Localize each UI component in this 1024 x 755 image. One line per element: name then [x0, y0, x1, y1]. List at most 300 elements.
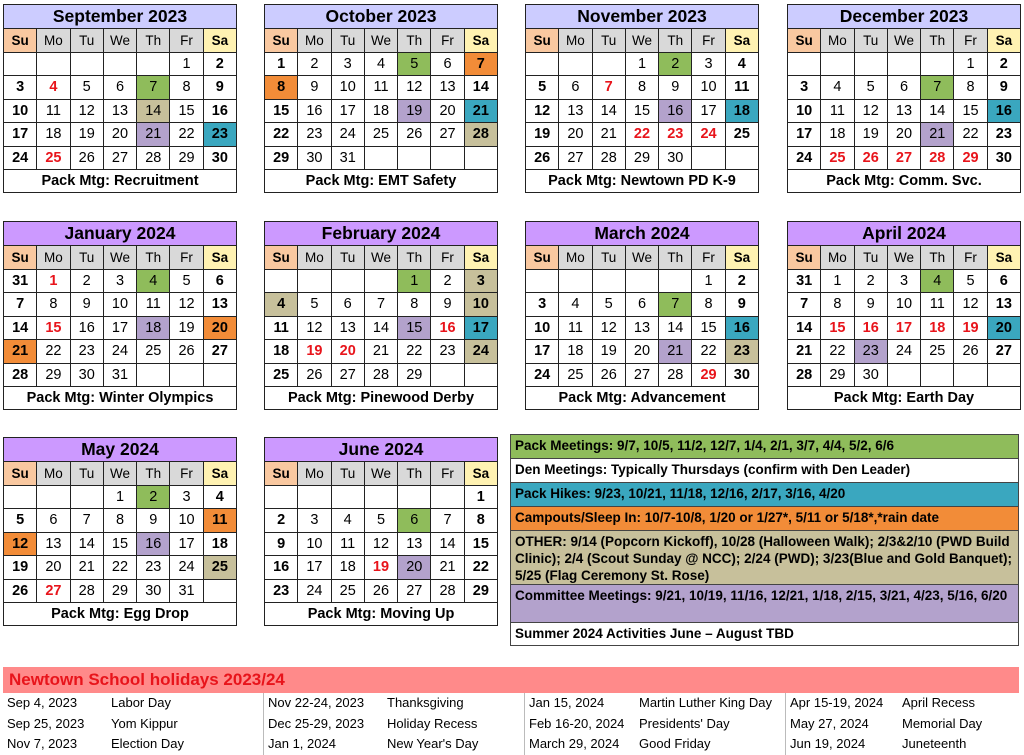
day-cell: 7 [659, 293, 692, 317]
holiday-row [268, 734, 478, 755]
day-cell: 13 [559, 99, 592, 123]
day-cell: 19 [170, 316, 203, 340]
day-cell: 1 [692, 269, 725, 293]
day-cell: 18 [559, 340, 592, 364]
day-cell: 6 [987, 269, 1020, 293]
day-cell: 24 [464, 340, 497, 364]
month-title: April 2024 [788, 222, 1021, 246]
empty-day-cell [987, 363, 1020, 387]
weekday-header: Th [137, 29, 170, 53]
empty-day-cell [4, 485, 37, 509]
day-cell: 20 [987, 316, 1020, 340]
empty-day-cell [265, 485, 298, 509]
day-cell: 27 [431, 123, 464, 147]
holiday-date: Jan 1, 2024 [268, 736, 336, 751]
holiday-row [529, 693, 772, 714]
day-cell: 8 [398, 293, 431, 317]
day-cell: 7 [4, 293, 37, 317]
day-cell: 9 [265, 532, 298, 556]
day-cell: 26 [170, 340, 203, 364]
day-cell: 27 [625, 363, 658, 387]
month-title: March 2024 [526, 222, 759, 246]
day-cell: 26 [592, 363, 625, 387]
holiday-date: Sep 25, 2023 [7, 715, 85, 731]
weekday-header: Fr [692, 29, 725, 53]
holiday-row [790, 693, 982, 714]
day-cell: 19 [398, 99, 431, 123]
empty-day-cell [431, 485, 464, 509]
day-cell: 23 [203, 123, 236, 147]
day-cell: 8 [821, 293, 854, 317]
day-cell: 16 [431, 316, 464, 340]
weekday-header: Mo [559, 246, 592, 270]
pack-meeting-topic: Pack Mtg: Newtown PD K-9 [526, 170, 759, 193]
empty-day-cell [364, 269, 397, 293]
legend-pack-meetings: Pack Meetings: 9/7, 10/5, 11/2, 12/7, 1/4, 2/1, 3/7, 4/4, 5/2, 6/6 [510, 434, 1019, 458]
day-cell: 6 [625, 293, 658, 317]
holidays-title: Newtown School holidays 2023/24 [3, 667, 1019, 693]
day-cell: 3 [887, 269, 920, 293]
month-title: May 2024 [4, 438, 237, 462]
day-cell: 21 [4, 340, 37, 364]
day-cell: 11 [921, 293, 954, 317]
day-cell: 9 [298, 76, 331, 100]
weekday-header: Th [921, 246, 954, 270]
month-calendar [787, 4, 1021, 193]
day-cell: 23 [987, 123, 1020, 147]
day-cell: 27 [887, 146, 920, 170]
day-cell: 28 [70, 579, 103, 603]
weekday-header: We [625, 246, 658, 270]
day-cell: 29 [464, 579, 497, 603]
weekday-header: Fr [170, 462, 203, 486]
day-cell: 7 [137, 76, 170, 100]
pack-meeting-topic: Pack Mtg: Recruitment [4, 170, 237, 193]
day-cell: 18 [921, 316, 954, 340]
day-cell: 26 [526, 146, 559, 170]
day-cell: 12 [398, 76, 431, 100]
day-cell: 29 [37, 363, 70, 387]
day-cell: 18 [265, 340, 298, 364]
weekday-header: Sa [203, 246, 236, 270]
day-cell: 29 [625, 146, 658, 170]
empty-day-cell [398, 146, 431, 170]
day-cell: 5 [170, 269, 203, 293]
day-cell: 3 [464, 269, 497, 293]
day-cell: 6 [559, 76, 592, 100]
day-cell: 24 [103, 340, 136, 364]
empty-day-cell [203, 579, 236, 603]
day-cell: 15 [821, 316, 854, 340]
day-cell: 16 [987, 99, 1020, 123]
day-cell: 3 [331, 52, 364, 76]
day-cell: 5 [364, 509, 397, 533]
legend-other: OTHER: 9/14 (Popcorn Kickoff), 10/28 (Halloween Walk); 2/3&2/10 (PWD Build Clinic); 2/4 (Scout Sunday @ NCC); 2/24 (PWD); 3/23(Blue and Gold Banquet); 5/25 (Flag Ceremony St. Rose) [510, 530, 1019, 584]
legend [510, 434, 1019, 646]
day-cell: 4 [203, 485, 236, 509]
column-divider [785, 693, 786, 755]
empty-day-cell [331, 269, 364, 293]
weekday-header: Tu [70, 246, 103, 270]
day-cell: 2 [659, 52, 692, 76]
day-cell: 1 [37, 269, 70, 293]
weekday-header: Mo [37, 246, 70, 270]
day-cell: 22 [398, 340, 431, 364]
day-cell: 10 [170, 509, 203, 533]
day-cell: 11 [137, 293, 170, 317]
day-cell: 30 [725, 363, 758, 387]
month-title: September 2023 [4, 5, 237, 29]
day-cell: 19 [298, 340, 331, 364]
day-cell: 23 [854, 340, 887, 364]
month-title: December 2023 [788, 5, 1021, 29]
month-calendar [264, 437, 498, 626]
day-cell: 17 [692, 99, 725, 123]
day-cell: 20 [203, 316, 236, 340]
day-cell: 12 [4, 532, 37, 556]
day-cell: 24 [788, 146, 821, 170]
empty-day-cell [954, 363, 987, 387]
day-cell: 3 [4, 76, 37, 100]
weekday-header: Tu [592, 29, 625, 53]
empty-day-cell [821, 52, 854, 76]
day-cell: 17 [464, 316, 497, 340]
empty-day-cell [137, 363, 170, 387]
day-cell: 21 [921, 123, 954, 147]
day-cell: 17 [298, 556, 331, 580]
day-cell: 13 [625, 316, 658, 340]
day-cell: 12 [526, 99, 559, 123]
day-cell: 23 [725, 340, 758, 364]
empty-day-cell [331, 485, 364, 509]
school-holidays [3, 667, 1019, 755]
day-cell: 25 [821, 146, 854, 170]
weekday-header: Su [265, 29, 298, 53]
day-cell: 15 [464, 532, 497, 556]
holiday-date: Sep 4, 2023 [7, 695, 78, 710]
day-cell: 3 [788, 76, 821, 100]
day-cell: 8 [170, 76, 203, 100]
day-cell: 1 [464, 485, 497, 509]
day-cell: 11 [37, 99, 70, 123]
day-cell: 7 [592, 76, 625, 100]
pack-meeting-topic: Pack Mtg: Advancement [526, 387, 759, 410]
holiday-row [790, 714, 982, 735]
empty-day-cell [298, 269, 331, 293]
weekday-header: Su [265, 462, 298, 486]
day-cell: 1 [821, 269, 854, 293]
weekday-header: Tu [70, 462, 103, 486]
weekday-header: Tu [331, 462, 364, 486]
day-cell: 16 [203, 99, 236, 123]
day-cell: 27 [987, 340, 1020, 364]
day-cell: 20 [103, 123, 136, 147]
day-cell: 12 [954, 293, 987, 317]
day-cell: 11 [559, 316, 592, 340]
weekday-header: Fr [170, 29, 203, 53]
pack-meeting-topic: Pack Mtg: Winter Olympics [4, 387, 237, 410]
empty-day-cell [921, 363, 954, 387]
day-cell: 9 [725, 293, 758, 317]
weekday-header: Th [659, 29, 692, 53]
day-cell: 28 [592, 146, 625, 170]
empty-day-cell [70, 52, 103, 76]
day-cell: 26 [70, 146, 103, 170]
day-cell: 13 [431, 76, 464, 100]
weekday-header: Fr [692, 246, 725, 270]
pack-meeting-topic: Pack Mtg: Moving Up [265, 603, 498, 626]
holiday-row [7, 714, 184, 735]
day-cell: 23 [70, 340, 103, 364]
day-cell: 3 [298, 509, 331, 533]
day-cell: 3 [170, 485, 203, 509]
day-cell: 14 [137, 99, 170, 123]
day-cell: 13 [103, 99, 136, 123]
day-cell: 16 [854, 316, 887, 340]
day-cell: 2 [987, 52, 1020, 76]
legend-den-meetings: Den Meetings: Typically Thursdays (confirm with Den Leader) [510, 458, 1019, 482]
day-cell: 25 [921, 340, 954, 364]
weekday-header: Su [4, 29, 37, 53]
weekday-header: Fr [954, 29, 987, 53]
weekday-header: Tu [331, 29, 364, 53]
day-cell: 7 [788, 293, 821, 317]
day-cell: 4 [37, 76, 70, 100]
day-cell: 12 [854, 99, 887, 123]
empty-day-cell [137, 52, 170, 76]
day-cell: 4 [364, 52, 397, 76]
day-cell: 12 [70, 99, 103, 123]
day-cell: 7 [921, 76, 954, 100]
weekday-header: Sa [987, 29, 1020, 53]
day-cell: 6 [103, 76, 136, 100]
day-cell: 27 [559, 146, 592, 170]
empty-day-cell [526, 269, 559, 293]
day-cell: 10 [692, 76, 725, 100]
day-cell: 28 [364, 363, 397, 387]
day-cell: 8 [265, 76, 298, 100]
weekday-header: We [364, 29, 397, 53]
empty-day-cell [625, 269, 658, 293]
day-cell: 21 [137, 123, 170, 147]
day-cell: 15 [37, 316, 70, 340]
day-cell: 23 [265, 579, 298, 603]
day-cell: 26 [4, 579, 37, 603]
weekday-header: Su [526, 246, 559, 270]
day-cell: 28 [431, 579, 464, 603]
day-cell: 27 [398, 579, 431, 603]
day-cell: 30 [298, 146, 331, 170]
pack-meeting-topic: Pack Mtg: Earth Day [788, 387, 1021, 410]
holiday-row [529, 734, 772, 755]
day-cell: 17 [788, 123, 821, 147]
day-cell: 24 [526, 363, 559, 387]
day-cell: 17 [4, 123, 37, 147]
weekday-header: Su [4, 462, 37, 486]
weekday-header: Tu [854, 246, 887, 270]
day-cell: 6 [203, 269, 236, 293]
day-cell: 1 [170, 52, 203, 76]
holiday-row [529, 714, 772, 735]
day-cell: 12 [170, 293, 203, 317]
empty-day-cell [4, 52, 37, 76]
day-cell: 9 [137, 509, 170, 533]
day-cell: 12 [364, 532, 397, 556]
day-cell: 17 [170, 532, 203, 556]
pack-meeting-topic: Pack Mtg: Comm. Svc. [788, 170, 1021, 193]
day-cell: 31 [4, 269, 37, 293]
day-cell: 29 [821, 363, 854, 387]
empty-day-cell [398, 485, 431, 509]
day-cell: 8 [954, 76, 987, 100]
day-cell: 8 [464, 509, 497, 533]
day-cell: 10 [464, 293, 497, 317]
day-cell: 29 [954, 146, 987, 170]
empty-day-cell [725, 146, 758, 170]
column-divider [263, 693, 264, 755]
weekday-header: Tu [331, 246, 364, 270]
legend-pack-hikes: Pack Hikes: 9/23, 10/21, 11/18, 12/16, 2/17, 3/16, 4/20 [510, 482, 1019, 506]
day-cell: 31 [331, 146, 364, 170]
day-cell: 11 [725, 76, 758, 100]
pack-meeting-topic: Pack Mtg: Egg Drop [4, 603, 237, 626]
day-cell: 3 [526, 293, 559, 317]
day-cell: 31 [788, 269, 821, 293]
weekday-header: Mo [37, 29, 70, 53]
day-cell: 19 [954, 316, 987, 340]
day-cell: 16 [659, 99, 692, 123]
day-cell: 9 [431, 293, 464, 317]
weekday-header: We [887, 246, 920, 270]
day-cell: 20 [398, 556, 431, 580]
day-cell: 1 [103, 485, 136, 509]
weekday-header: Sa [203, 29, 236, 53]
day-cell: 26 [398, 123, 431, 147]
empty-day-cell [464, 363, 497, 387]
day-cell: 21 [592, 123, 625, 147]
day-cell: 2 [137, 485, 170, 509]
holiday-date: Nov 22-24, 2023 [268, 695, 365, 710]
month-title: June 2024 [265, 438, 498, 462]
holiday-name: Good Friday [639, 736, 711, 751]
day-cell: 10 [887, 293, 920, 317]
day-cell: 30 [854, 363, 887, 387]
day-cell: 21 [788, 340, 821, 364]
day-cell: 14 [70, 532, 103, 556]
day-cell: 19 [854, 123, 887, 147]
month-calendar [525, 221, 759, 410]
day-cell: 21 [659, 340, 692, 364]
day-cell: 27 [203, 340, 236, 364]
day-cell: 24 [4, 146, 37, 170]
day-cell: 2 [854, 269, 887, 293]
empty-day-cell [431, 146, 464, 170]
day-cell: 7 [70, 509, 103, 533]
holiday-name: Election Day [111, 736, 184, 751]
day-cell: 22 [37, 340, 70, 364]
day-cell: 16 [70, 316, 103, 340]
day-cell: 5 [854, 76, 887, 100]
day-cell: 14 [4, 316, 37, 340]
day-cell: 11 [203, 509, 236, 533]
day-cell: 18 [821, 123, 854, 147]
day-cell: 13 [37, 532, 70, 556]
weekday-header: We [625, 29, 658, 53]
day-cell: 10 [788, 99, 821, 123]
day-cell: 5 [526, 76, 559, 100]
holiday-date: Feb 16-20, 2024 [529, 715, 625, 731]
day-cell: 20 [331, 340, 364, 364]
day-cell: 1 [625, 52, 658, 76]
weekday-header: Fr [954, 246, 987, 270]
day-cell: 16 [298, 99, 331, 123]
day-cell: 30 [987, 146, 1020, 170]
day-cell: 22 [265, 123, 298, 147]
day-cell: 18 [37, 123, 70, 147]
day-cell: 22 [692, 340, 725, 364]
day-cell: 13 [398, 532, 431, 556]
month-calendar [264, 4, 498, 193]
day-cell: 2 [265, 509, 298, 533]
legend-summer-activities: Summer 2024 Activities June – August TBD [510, 622, 1019, 646]
day-cell: 9 [987, 76, 1020, 100]
weekday-header: Th [398, 462, 431, 486]
legend-campouts: Campouts/Sleep In: 10/7-10/8, 1/20 or 1/27*, 5/11 or 5/18*,*rain date [510, 506, 1019, 530]
weekday-header: Tu [592, 246, 625, 270]
day-cell: 3 [692, 52, 725, 76]
month-title: October 2023 [265, 5, 498, 29]
empty-day-cell [364, 485, 397, 509]
weekday-header: Mo [821, 29, 854, 53]
holiday-column [268, 693, 478, 755]
day-cell: 26 [954, 340, 987, 364]
day-cell: 21 [364, 340, 397, 364]
weekday-header: We [103, 462, 136, 486]
weekday-header: Th [137, 462, 170, 486]
day-cell: 10 [103, 293, 136, 317]
day-cell: 25 [137, 340, 170, 364]
day-cell: 1 [398, 269, 431, 293]
day-cell: 4 [725, 52, 758, 76]
day-cell: 18 [725, 99, 758, 123]
day-cell: 26 [854, 146, 887, 170]
weekday-header: Sa [464, 462, 497, 486]
day-cell: 24 [692, 123, 725, 147]
weekday-header: Sa [725, 29, 758, 53]
day-cell: 11 [364, 76, 397, 100]
day-cell: 7 [364, 293, 397, 317]
holiday-date: Apr 15-19, 2024 [790, 695, 884, 710]
holiday-row [790, 734, 982, 755]
day-cell: 15 [103, 532, 136, 556]
holiday-name: Labor Day [111, 695, 171, 710]
day-cell: 9 [203, 76, 236, 100]
day-cell: 6 [887, 76, 920, 100]
empty-day-cell [887, 52, 920, 76]
day-cell: 6 [37, 509, 70, 533]
holiday-date: Jun 19, 2024 [790, 736, 866, 751]
day-cell: 20 [887, 123, 920, 147]
day-cell: 13 [887, 99, 920, 123]
empty-day-cell [592, 52, 625, 76]
day-cell: 15 [265, 99, 298, 123]
month-calendar [3, 221, 237, 410]
day-cell: 23 [137, 556, 170, 580]
day-cell: 23 [431, 340, 464, 364]
day-cell: 17 [103, 316, 136, 340]
holiday-row [268, 714, 478, 735]
day-cell: 21 [70, 556, 103, 580]
